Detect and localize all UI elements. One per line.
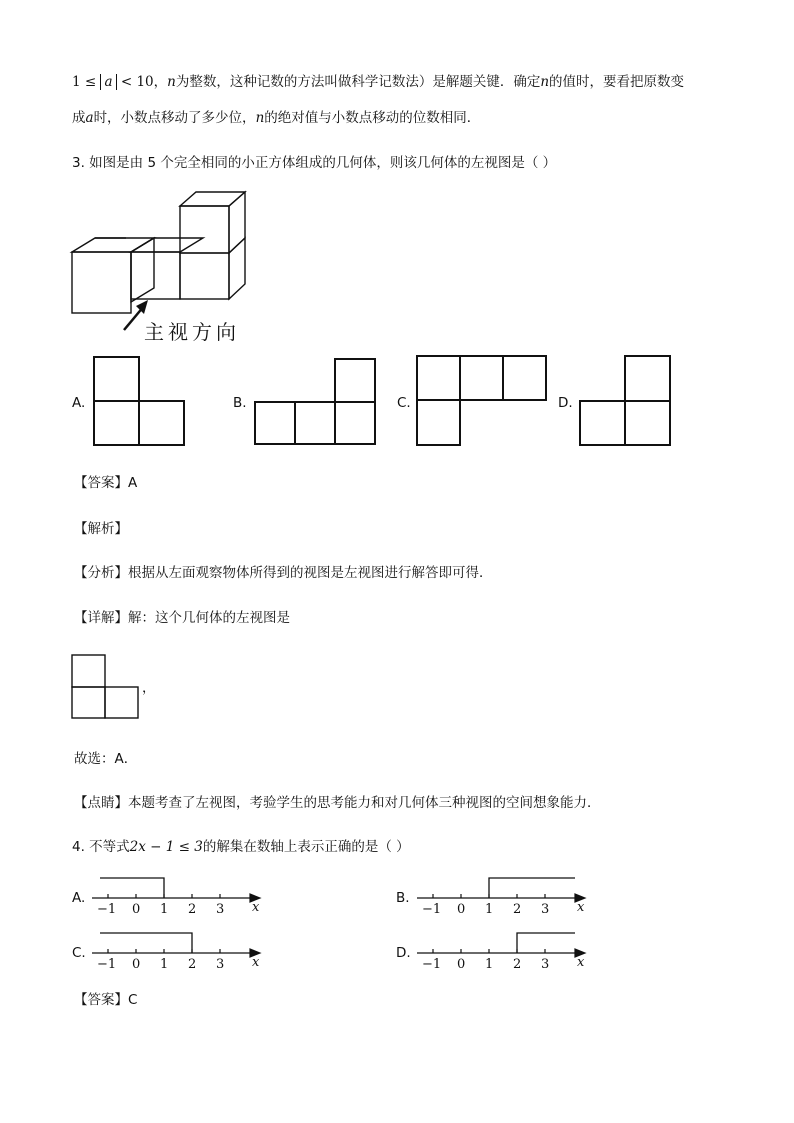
- line1-mid: 为整数，这种记数的方法叫做科学记数法）是解题关键．确定: [175, 74, 541, 90]
- text-line-2: [72, 109, 480, 127]
- tick-label: −1: [97, 957, 117, 972]
- text-line-1: [72, 73, 684, 91]
- option-a-figure: [93, 356, 187, 446]
- tick-label: 1: [160, 902, 169, 917]
- tick-label: 2: [188, 902, 197, 917]
- tick-label: 0: [132, 957, 141, 972]
- axis-var: x: [252, 955, 260, 970]
- option-c-label: C.: [397, 395, 411, 411]
- var-a: a: [85, 110, 94, 126]
- tick-label: 0: [457, 902, 466, 917]
- inequality-upper: < 10，: [116, 74, 168, 90]
- direction-caption: 主视方向: [144, 320, 240, 344]
- tick-label: 2: [188, 957, 197, 972]
- cube-figure: [70, 190, 270, 320]
- left-view-figure: [71, 654, 141, 720]
- tick-label: 1: [160, 957, 169, 972]
- line2-tail: 的绝对值与小数点移动的位数相同．: [264, 110, 481, 126]
- tick-label: 0: [457, 957, 466, 972]
- axis-var: x: [252, 900, 260, 915]
- q3-dianjing: 【点睛】本题考查了左视图，考验学生的思考能力和对几何体三种视图的空间想象能力．: [74, 795, 601, 811]
- axis-var: x: [577, 955, 585, 970]
- var-n: n: [167, 74, 176, 90]
- q3-jiexi: 【解析】: [74, 521, 128, 537]
- tick-label: −1: [97, 902, 117, 917]
- q4-option-d-label: D.: [396, 945, 411, 961]
- tick-label: 3: [216, 957, 225, 972]
- q4-answer: 【答案】C: [74, 992, 138, 1008]
- var-n: n: [255, 110, 265, 126]
- axis-var: x: [577, 900, 585, 915]
- q4-option-b-label: B.: [396, 890, 410, 906]
- tick-label: 2: [513, 902, 522, 917]
- line2-mid: 时，小数点移动了多少位，: [93, 110, 256, 126]
- q4-option-a-label: A.: [72, 890, 86, 906]
- q4-stem-post: 的解集在数轴上表示正确的是（ ）: [202, 839, 410, 855]
- option-a-label: A.: [72, 395, 86, 411]
- tick-label: −1: [422, 957, 442, 972]
- tick-label: 3: [541, 957, 550, 972]
- option-b-figure: [254, 358, 378, 446]
- tick-label: 1: [485, 957, 494, 972]
- question-3-stem: 3. 如图是由 5 个完全相同的小正方体组成的几何体，则该几何体的左视图是（ ）: [72, 155, 557, 171]
- inequality-lead: 1 ≤: [72, 74, 101, 90]
- q3-guxuan: 故选：A．: [74, 751, 138, 767]
- option-c-figure: [416, 355, 548, 447]
- tick-label: 1: [485, 902, 494, 917]
- left-view-comma: ，: [142, 680, 156, 696]
- tick-label: −1: [422, 902, 442, 917]
- option-d-label: D.: [558, 395, 573, 411]
- line2-lead: 成: [72, 110, 86, 126]
- option-d-figure: [579, 355, 673, 447]
- q4-option-c-label: C.: [72, 945, 86, 961]
- tick-label: 0: [132, 902, 141, 917]
- q4-stem-pre: 4. 不等式: [72, 839, 130, 855]
- line1-tail: 的值时，要看把原数变: [549, 74, 685, 90]
- tick-label: 3: [216, 902, 225, 917]
- q3-answer: 【答案】A: [74, 475, 138, 491]
- tick-label: 2: [513, 957, 522, 972]
- question-4-stem: [72, 838, 410, 856]
- q4-inequality: 2x − 1 ≤ 3: [129, 839, 203, 855]
- abs-value: a: [100, 74, 116, 90]
- q3-fenxi: 【分析】根据从左面观察物体所得到的视图是左视图进行解答即可得．: [74, 565, 493, 581]
- var-n: n: [540, 74, 550, 90]
- option-b-label: B.: [233, 395, 247, 411]
- q3-xiangjie: 【详解】解：这个几何体的左视图是: [74, 610, 290, 626]
- tick-label: 3: [541, 902, 550, 917]
